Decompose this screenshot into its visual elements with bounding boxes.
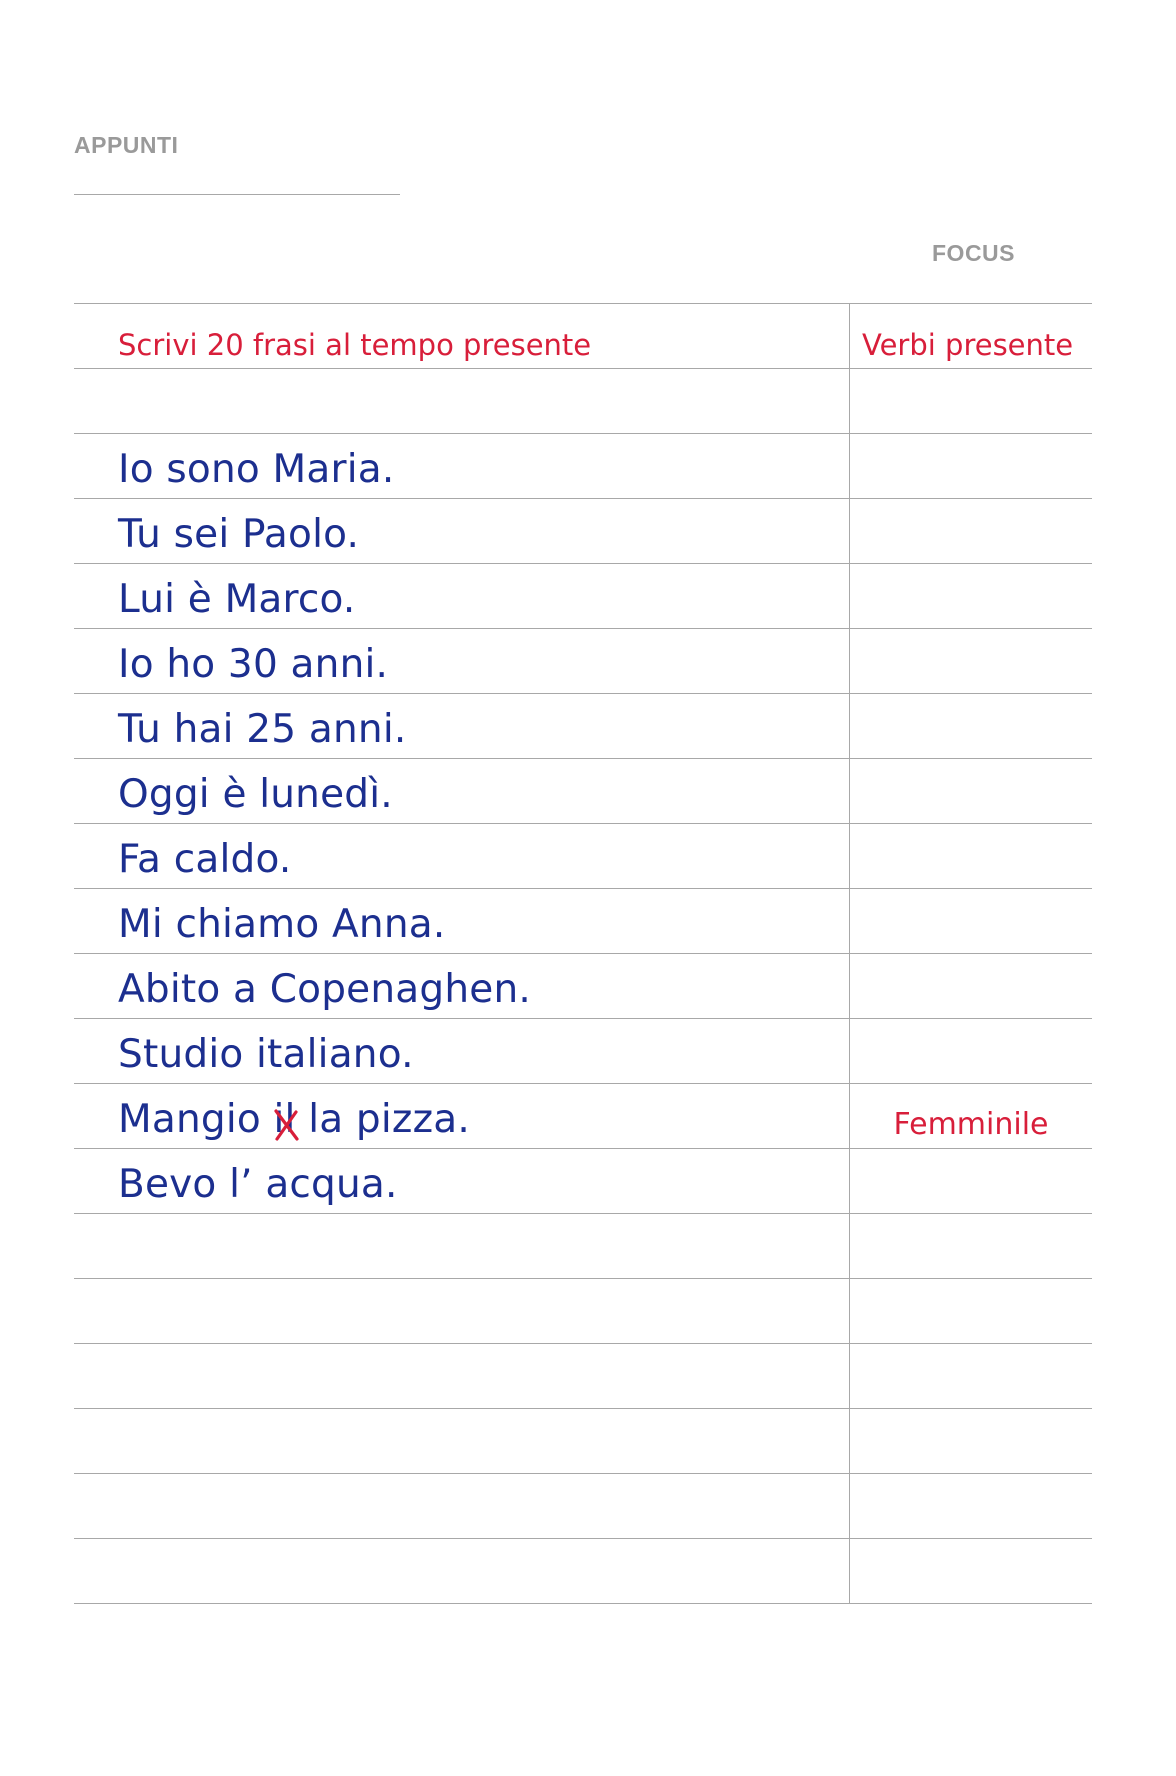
sentence-text: Io ho 30 anni. bbox=[118, 642, 389, 687]
sentence-row bbox=[74, 954, 1092, 1019]
sentence-row bbox=[74, 889, 1092, 954]
sentence-text: Oggi è lunedì. bbox=[118, 772, 393, 817]
empty-row bbox=[74, 1344, 1092, 1409]
appunti-divider bbox=[74, 194, 400, 195]
sentence-row bbox=[74, 629, 1092, 694]
sentence-row bbox=[74, 1149, 1092, 1214]
sentence-row bbox=[74, 824, 1092, 889]
sentence-text: Studio italiano. bbox=[118, 1032, 414, 1077]
struck-word bbox=[274, 1097, 296, 1142]
sentence-text: Abito a Copenaghen. bbox=[118, 967, 531, 1012]
sentence-text: Tu sei Paolo. bbox=[118, 512, 360, 557]
sentence-text: Lui è Marco. bbox=[118, 577, 356, 622]
sentence-row bbox=[74, 1019, 1092, 1084]
sentence-text bbox=[118, 1097, 470, 1142]
sentence-row-corrected bbox=[74, 1084, 1092, 1149]
sentence-text: Bevo l’ acqua. bbox=[118, 1162, 398, 1207]
exercise-table bbox=[74, 303, 1092, 1604]
struck-word-text: il bbox=[273, 1097, 296, 1142]
sentence-text: Tu hai 25 anni. bbox=[118, 707, 407, 752]
correction-note: Femminile bbox=[893, 1107, 1049, 1142]
focus-label: FOCUS bbox=[932, 240, 1015, 266]
sentence-row bbox=[74, 499, 1092, 564]
sentence-row bbox=[74, 694, 1092, 759]
sentence-text: Fa caldo. bbox=[118, 837, 292, 882]
empty-row bbox=[74, 1539, 1092, 1604]
header-row bbox=[74, 304, 1092, 369]
empty-row bbox=[74, 1474, 1092, 1539]
exercise-instruction: Scrivi 20 frasi al tempo presente bbox=[118, 328, 592, 362]
sentence-part-before: Mangio bbox=[118, 1097, 274, 1142]
sentence-text: Mi chiamo Anna. bbox=[118, 902, 446, 947]
sentence-row bbox=[74, 434, 1092, 499]
sentence-part-after: la pizza. bbox=[295, 1097, 470, 1142]
empty-row bbox=[74, 1409, 1092, 1474]
sentence-row bbox=[74, 564, 1092, 629]
sentence-text: Io sono Maria. bbox=[118, 447, 395, 492]
appunti-label: APPUNTI bbox=[74, 132, 179, 158]
empty-row bbox=[74, 369, 1092, 434]
empty-row bbox=[74, 1279, 1092, 1344]
column-title-verbi: Verbi presente bbox=[862, 328, 1074, 362]
sentence-row bbox=[74, 759, 1092, 824]
empty-row bbox=[74, 1214, 1092, 1279]
